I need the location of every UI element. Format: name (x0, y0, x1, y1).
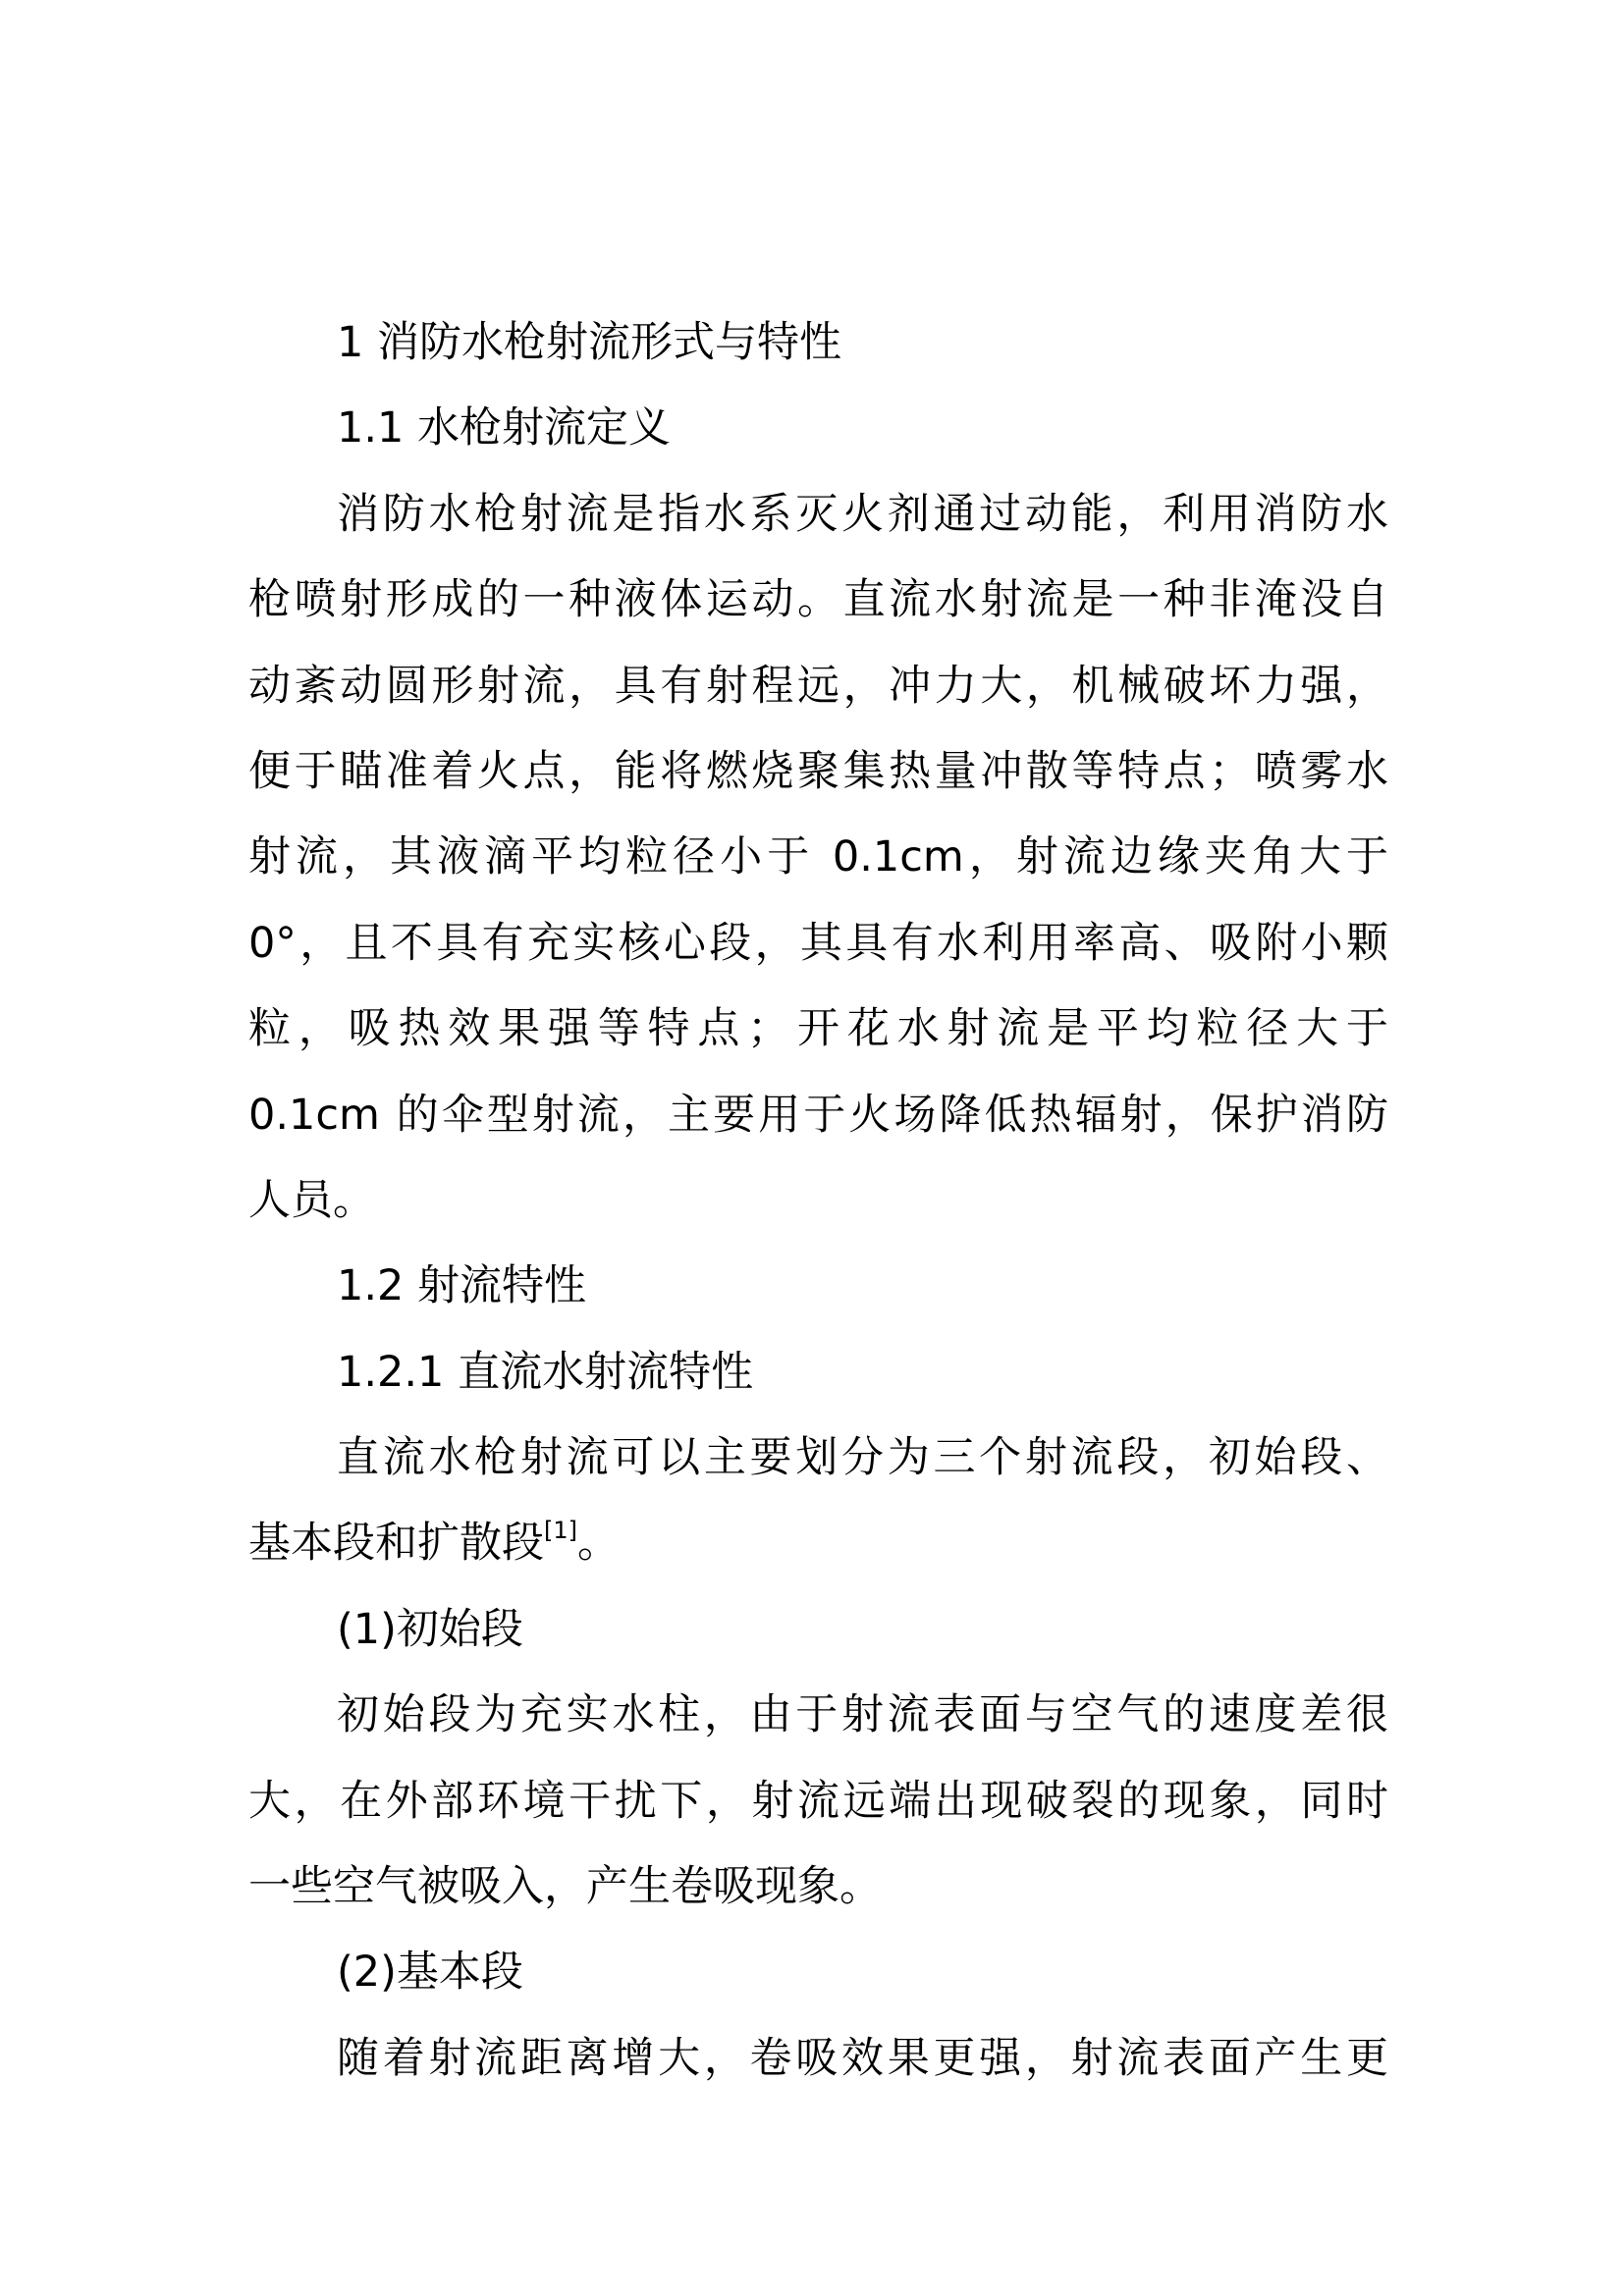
subsection-heading: 1.1 水枪射流定义 (337, 403, 672, 454)
paragraph-line: 随着射流距离增大，卷吸效果更强，射流表面产生更 (337, 2033, 1388, 2083)
paragraph-line: 人员。 (248, 1175, 375, 1225)
paragraph-line: 0°，且不具有充实核心段，其具有水利用率高、吸附小颗 (248, 918, 1388, 968)
citation-reference[interactable]: [1] (544, 1517, 577, 1545)
paragraph-end: 。 (577, 1519, 620, 1569)
document-page (248, 300, 1388, 2102)
subsubsection-heading: 1.2.1 直流水射流特性 (337, 1347, 754, 1397)
paragraph-line: 0.1cm 的伞型射流，主要用于火场降低热辐射，保护消防 (248, 1090, 1388, 1140)
list-item-heading: (1)初始段 (337, 1604, 523, 1654)
paragraph-line: 枪喷射形成的一种液体运动。直流水射流是一种非淹没自 (248, 575, 1388, 625)
paragraph-text: 基本段和扩散段 (248, 1519, 544, 1569)
paragraph-line (248, 1501, 1388, 1586)
paragraph-line: 直流水枪射流可以主要划分为三个射流段，初始段、 (337, 1433, 1388, 1483)
paragraph-line: 大，在外部环境干扰下，射流远端出现破裂的现象，同时 (248, 1776, 1388, 1826)
paragraph-line: 射流，其液滴平均粒径小于 0.1cm，射流边缘夹角大于 (248, 832, 1388, 882)
section-heading: 1 消防水枪射流形式与特性 (337, 318, 842, 367)
paragraph-line: 初始段为充实水柱，由于射流表面与空气的速度差很 (337, 1690, 1388, 1740)
paragraph-line: 动紊动圆形射流，具有射程远，冲力大，机械破坏力强， (248, 661, 1388, 711)
paragraph-line: 一些空气被吸入，产生卷吸现象。 (248, 1862, 882, 1912)
paragraph-line: 消防水枪射流是指水系灭火剂通过动能，利用消防水 (337, 489, 1388, 539)
paragraph-line: 便于瞄准着火点，能将燃烧聚集热量冲散等特点；喷雾水 (248, 746, 1388, 796)
subsection-heading: 1.2 射流特性 (337, 1261, 587, 1311)
list-item-heading: (2)基本段 (337, 1948, 523, 1998)
paragraph-line: 粒，吸热效果强等特点；开花水射流是平均粒径大于 (248, 1004, 1388, 1054)
